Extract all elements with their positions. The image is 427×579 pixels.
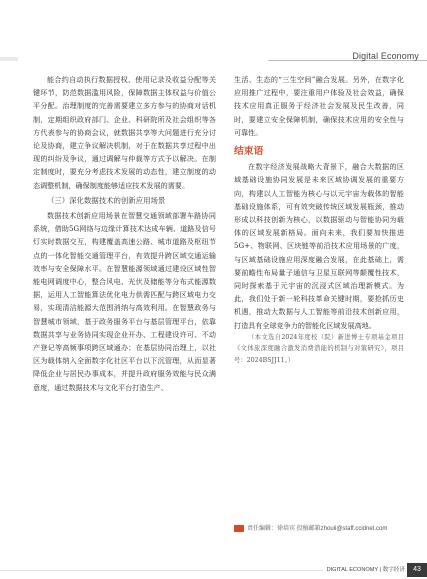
editor-note-text: 责任编辑：徐培宾 投稿邮箱zhouli@staff.ccidnet.com: [247, 526, 388, 532]
editor-bar-icon: [234, 525, 244, 532]
editor-note: [234, 523, 416, 532]
right-column: [234, 73, 404, 367]
header-band: [0, 0, 427, 40]
left-paragraph-1: 能合约自动执行数据授权、使用记录及收益分配等关键环节，防范数据滥用风险，保障数据主体权益与价值公平分配。治理制度的完善需要建立多方参与的协商对话机制，定期组织政府部门、企业、科研院所及社会组织等各方代表参与的协商会议，就数据共享等大问题进行充分讨论及协商，建立争议解决机制，对于在数据共享过程中出现的纠纷及争议，通过调解与仲裁等方式予以解决。在制定制度时，要充分考虑技术发展的动态性，建立制度的动态调整机制，确保制度能够适应技术发展的需要。: [33, 75, 216, 190]
fund-note: （本文选自2024年度校（院）新进博士专项基金项目《文体旅深度融合激发消费潜能的机制与对策研究》，项目号：2024BSJJ11。）: [234, 333, 404, 365]
header-accent: [0, 57, 18, 61]
right-paragraph-2: 在数字经济发展战略大背景下，融合大数据的区域基础设施协同发展是未来区域协调发展的重要方向，构建以人工智能为核心与以元宇宙为载体的智能基础设施体系，可有效突破传统区域发展瓶颈，推动形成以科技创新为核心，以数据驱动与智能协同为载体的区域发展新格局。面向未来，我们要加快推进5G+、物联网、区块链等前沿技术应用场景的广度，与区域基础设施应用深度融合发展，在此基础上，需要前瞻性布局量子通信与卫星互联网等颠覆性技术，同时探索基于元宇宙的沉浸式区域治理新模式。为此，我们处于新一轮科技革命关键时期，要抢抓历史机遇，推动大数据与人工智能等前沿技术创新应用，打造具有全球竞争力的智能化区域发展高地。: [234, 162, 404, 330]
left-paragraph-2: 数据技术创新应用场景在智慧交通领域部署车路协同系统，借助5G网络与边缘计算技术达成车辆、道路及信号灯实时数据交互，构建覆盖高速公路、城市道路及枢纽节点的一体化智能交通管理平台，有效提升跨区域交通运输效率与安全保障水平。在智慧能源领域通过建设区域性智能电网调度中心，整合风电、光伏及储能等分布式能源数据，运用人工智能算法优化电力供需匹配与跨区域电力交易，实现清洁能源大范围消纳与高效利用。在智慧政务与智慧城市领域，基于政务服务平台与基层管理平台，依靠数据共享与业务协同实现企业开办、工程建设许可、不动产登记等高频事项跨区域通办；在基层协同治理上，以社区为载体纳入全面数字化社区平台以下沉管理，从而显著降低企业与居民办事成本，并提升政府服务效能与民众满意度，通过数据技术与文化平台打造生产、: [33, 211, 216, 392]
conclusion-heading: 结束语: [234, 146, 264, 158]
footer-magazine: DIGITAL ECONOMY | 数字经济: [323, 565, 405, 573]
footer: [0, 565, 427, 579]
page-number: 43: [407, 563, 427, 577]
right-paragraph-1: 生活、生态的“三生空间”融合发展。另外，在数字化应用推广过程中，要注重用户体验及社会效益，确保技术应用真正服务于经济社会发展及民生改善，同时，要建立安全保障机制，确保技术应用的安全性与可靠性。: [234, 75, 404, 137]
left-column: [33, 73, 216, 394]
subheading: （三）深化数据技术的创新应用场景: [47, 195, 166, 205]
section-title: Digital Economy: [352, 51, 419, 61]
